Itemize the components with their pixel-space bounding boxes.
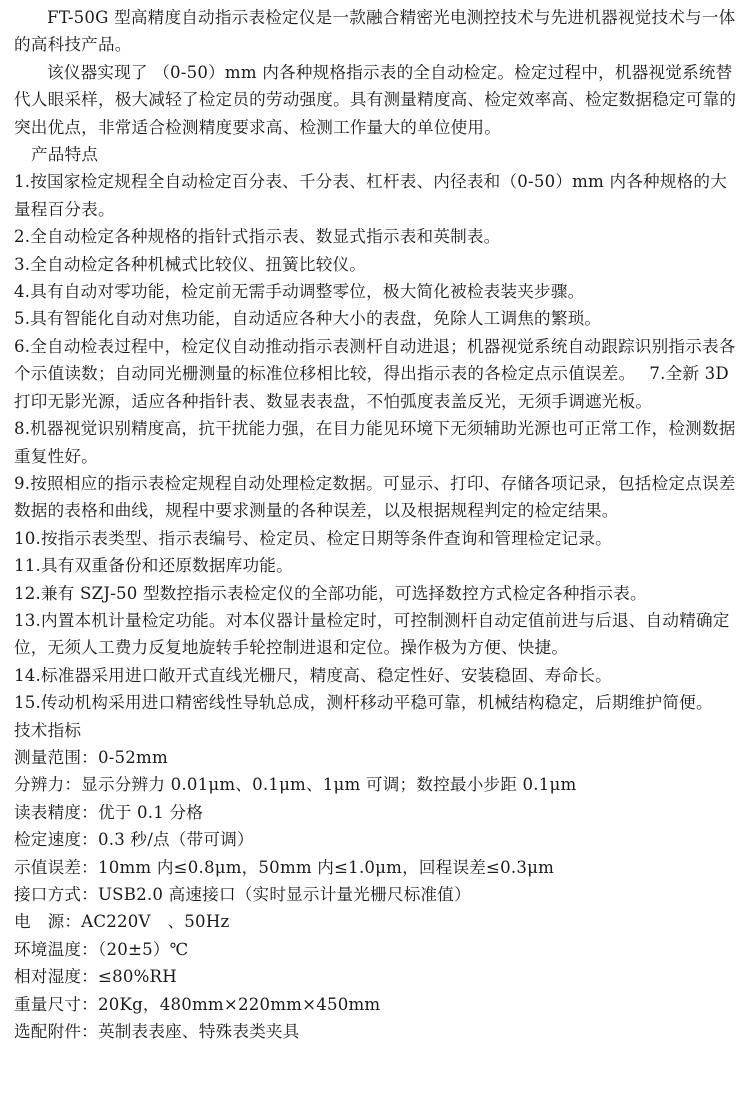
feature-item: 10.按指示表类型、指示表编号、检定员、检定日期等条件查询和管理检定记录。: [14, 528, 612, 548]
feature-item: 11.具有双重备份和还原数据库功能。: [14, 556, 293, 576]
feature-item: 12.兼有 SZJ-50 型数控指示表检定仪的全部功能，可选择数控方式检定各种指示表。: [14, 583, 647, 603]
features-heading: 产品特点: [31, 145, 99, 165]
spec-row: 示值误差：10mm 内≤0.8μm，50mm 内≤1.0μm，回程误差≤0.3μm: [14, 857, 555, 877]
specs-list: [14, 744, 740, 1045]
feature-item: 13.内置本机计量检定功能。对本仪器计量检定时，可控制测杆自动定值前进与后退、自动精确定位，无须人工费力反复地旋转手轮控制进退和定位。操作极为方便、快捷。: [14, 610, 730, 658]
feature-item: 1.按国家检定规程全自动检定百分表、千分表、杠杆表、内径表和（0-50）mm 内各种规格的大量程百分表。: [14, 172, 728, 219]
spec-row: 检定速度：0.3 秒/点（带可调）: [14, 830, 254, 850]
document-body: [14, 4, 740, 1045]
feature-item: 9.按照相应的指示表检定规程自动处理检定数据。可显示、打印、存储各项记录，包括检定点误差数据的表格和曲线，规程中要求测量的各种误差，以及根据规程判定的检定结果。: [14, 473, 736, 521]
spec-row: 选配附件：英制表表座、特殊表类夹具: [14, 1022, 300, 1042]
feature-item: 8.机器视觉识别精度高，抗干扰能力强，在目力能见环境下无须辅助光源也可正常工作，检测数据重复性好。: [14, 419, 736, 466]
spec-row: 电 源：AC220V 、50Hz: [14, 912, 230, 932]
feature-item: 14.标准器采用进口敞开式直线光栅尺，精度高、稳定性好、安装稳固、寿命长。: [14, 665, 612, 685]
spec-row: 相对湿度：≤80%RH: [14, 967, 177, 987]
feature-item: 6.全自动检表过程中，检定仪自动推动指示表测杆自动进退；机器视觉系统自动跟踪识别指示表各个示值读数；自动同光栅测量的标准位移相比较，得出指示表的各检定点示值误差。 7.全新 3D 打印无影光源，适应各种指针表、数显表表盘，不怕弧度表盖反光，无须手调遮光板。: [14, 336, 736, 411]
spec-row: 接口方式：USB2.0 高速接口（实时显示计量光栅尺标准值）: [14, 885, 471, 904]
spec-row: 环境温度：（20±5）℃: [14, 939, 189, 959]
features-list: [14, 168, 740, 716]
intro-paragraph: FT-50G 型高精度自动指示表检定仪是一款融合精密光电测控技术与先进机器视觉技术与一体的高科技产品。: [14, 8, 736, 55]
feature-item: 2.全自动检定各种规格的指针式指示表、数显式指示表和英制表。: [14, 227, 501, 247]
spec-row: 重量尺寸：20Kg，480mm×220mm×450mm: [14, 994, 381, 1014]
intro-paragraph: 该仪器实现了 （0-50）mm 内各种规格指示表的全自动检定。检定过程中，机器视觉系统替代人眼采样，极大减轻了检定员的劳动强度。具有测量精度高、检定效率高、检定数据稳定可靠的突出优点，非常适合检测精度要求高、检测工作量大的单位使用。: [14, 62, 737, 137]
specs-heading: 技术指标: [14, 720, 82, 740]
feature-item: 15.传动机构采用进口精密线性导轨总成，测杆移动平稳可靠，机械结构稳定，后期维护简便。: [14, 693, 713, 713]
spec-row: 分辨力：显示分辨力 0.01μm、0.1μm、1μm 可调；数控最小步距 0.1μm: [14, 775, 577, 795]
spec-row: 读表精度：优于 0.1 分格: [14, 802, 204, 822]
feature-item: 5.具有智能化自动对焦功能，自动适应各种大小的表盘，免除人工调焦的繁琐。: [14, 309, 602, 329]
spec-row: 测量范围：0-52mm: [14, 747, 168, 767]
feature-item: 4.具有自动对零功能，检定前无需手动调整零位，极大简化被检表装夹步骤。: [14, 282, 585, 302]
feature-item: 3.全自动检定各种机械式比较仪、扭簧比较仪。: [14, 254, 367, 274]
